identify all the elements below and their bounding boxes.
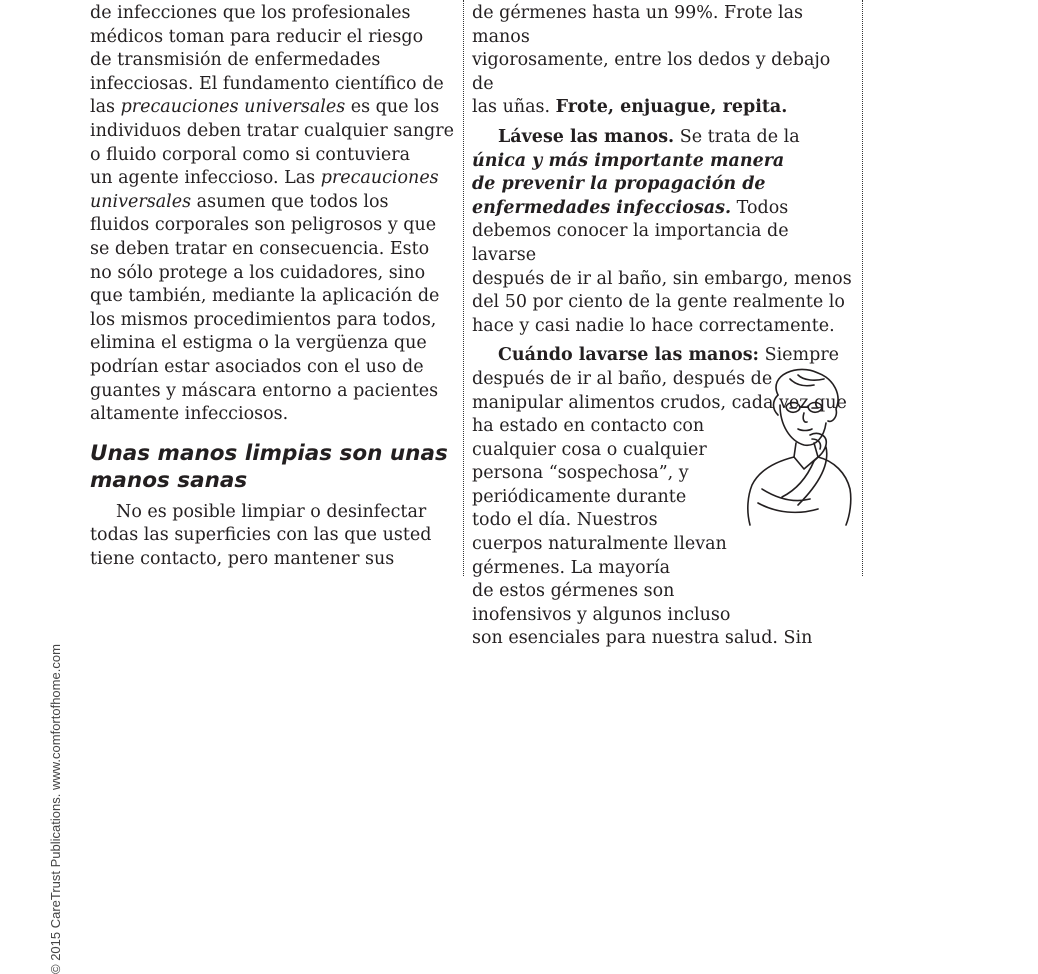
bold-phrase: Frote, enjuague, repita. [555, 97, 788, 118]
emphasis-text: enfermedades infecciosas. [472, 197, 732, 218]
woman-thinking-illustration [738, 365, 856, 525]
body-paragraph: No es posible limpiar o desinfectar todas las superficies con las que usted tiene contacto, pero mantener sus [90, 501, 432, 569]
section-heading: Unas manos limpias son unas manos sanas [90, 440, 448, 493]
italic-term: precauciones [320, 168, 439, 189]
italic-term: precauciones universales [120, 97, 346, 118]
right-column [472, 2, 856, 651]
body-paragraph: de infecciones que los profesionales médicos toman para reducir el riesgo de transmisión de enfermedades infecciosas. El fundamento científico de las precauciones universales es que los individuos deben tratar cualquier sangre o fluido corporal como si contuviera un agente infeccioso. Las precauciones universales asumen que todos los fluidos corporales son peligrosos y que se deben tratar en consecuencia. Esto no sólo protege a los cuidadores, sino que también, mediante la aplicación de los mismos procedimientos para todos, elimina el estigma o la vergüenza que podrían estar asociados con el uso de guantes y máscara entorno a pacientes altamente infecciosos. [90, 3, 454, 425]
left-column [90, 2, 458, 571]
emphasis-text: de prevenir la propagación de [472, 174, 766, 195]
emphasis-text: única y más importante manera [472, 150, 785, 171]
column-divider [463, 0, 464, 576]
body-paragraph: de gérmenes hasta un 99%. Frote las manos vigorosamente, entre los dedos y debajo de las uñas. Frote, enjuague, repita. [472, 3, 831, 118]
copyright-sidebar [38, 150, 66, 974]
paragraph-lead: Cuándo lavarse las manos: [498, 345, 760, 366]
column-divider [862, 0, 863, 576]
paragraph-lead: Lávese las manos. [498, 126, 675, 147]
copyright-text: © 2015 CareTrust Publications. www.comfortofhome.com [48, 644, 63, 974]
italic-term: universales [90, 191, 192, 212]
body-paragraph: Lávese las manos. Se trata de la única y más importante manera de prevenir la propagación de enfermedades infecciosas. Todos debemos conocer la importancia de lavarse después de ir al baño, sin embargo, menos del 50 por ciento de la gente realmente lo hace y casi nadie lo hace correctamente. [472, 126, 852, 336]
body-paragraph: Cuándo lavarse las manos: Siempre después de ir al baño, después de manipular alimentos crudos, cada vez que ha estado en contacto con cualquier cosa o cualquier persona “sospechosa”, y periódicamente durante todo el día. Nuestros cuerpos naturalmente llevan gérmenes. La mayoría de estos gérmenes son inofensivos y algunos incluso son esenciales para nuestra salud. Sin [472, 345, 847, 649]
